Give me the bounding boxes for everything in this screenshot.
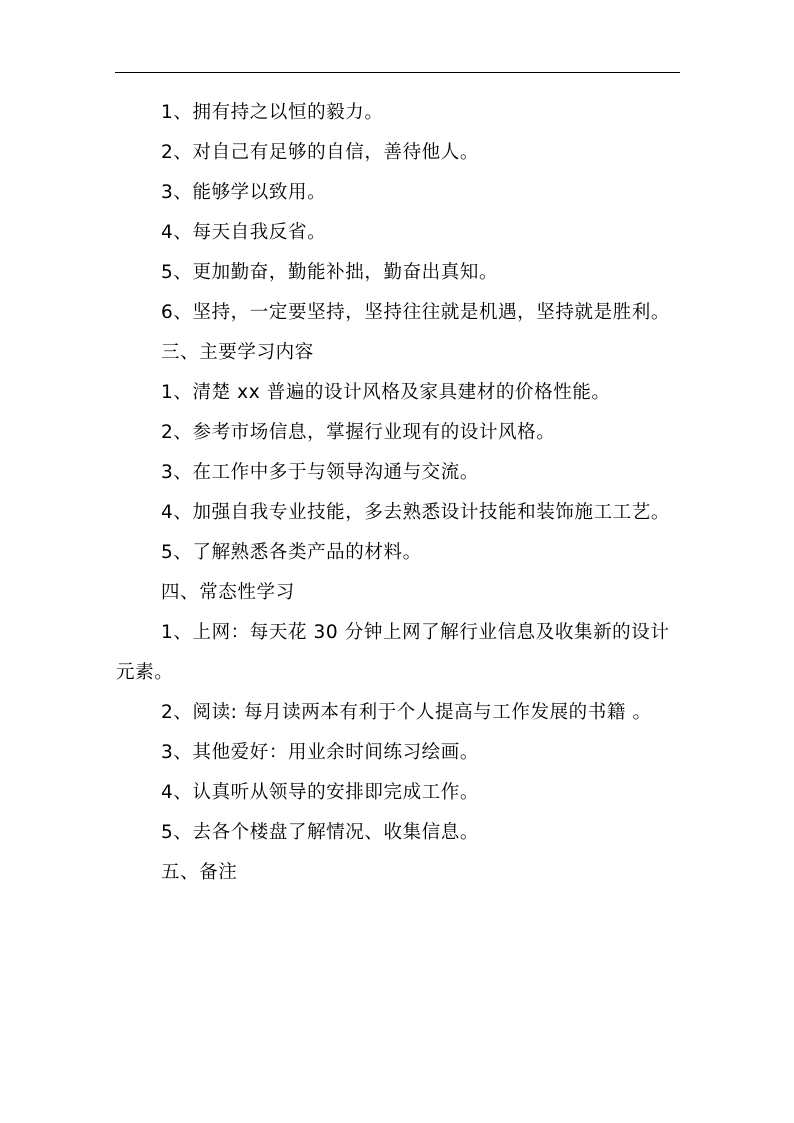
list-item-diligence: 5、更加勤奋，勤能补拙，勤奋出真知。 bbox=[161, 262, 499, 283]
list-item-site-visits: 5、去各个楼盘了解情况、收集信息。 bbox=[161, 822, 479, 843]
list-item-persistence: 6、坚持，一定要坚持，坚持往往就是机遇，坚持就是胜利。 bbox=[161, 302, 670, 323]
list-item-hobbies: 3、其他爱好：用业余时间练习绘画。 bbox=[161, 742, 479, 763]
list-item-materials: 5、了解熟悉各类产品的材料。 bbox=[161, 542, 422, 563]
list-item-reading: 2、阅读: 每月读两本有利于个人提高与工作发展的书籍 。 bbox=[161, 702, 652, 723]
list-item-follow-leadership: 4、认真听从领导的安排即完成工作。 bbox=[161, 782, 479, 803]
list-item-communication: 3、在工作中多于与领导沟通与交流。 bbox=[161, 462, 479, 483]
list-item-apply-learning: 3、能够学以致用。 bbox=[161, 182, 327, 203]
list-item-professional-skills: 4、加强自我专业技能，多去熟悉设计技能和装饰施工工艺。 bbox=[161, 502, 670, 523]
list-item-design-styles: 1、清楚 xx 普遍的设计风格及家具建材的价格性能。 bbox=[161, 382, 611, 403]
header-rule bbox=[115, 72, 680, 73]
list-item-market-info: 2、参考市场信息，掌握行业现有的设计风格。 bbox=[161, 422, 556, 443]
list-item-perseverance: 1、拥有持之以恒的毅力。 bbox=[161, 102, 384, 123]
list-item-confidence: 2、对自己有足够的自信，善待他人。 bbox=[161, 142, 479, 163]
section-heading-main-learning: 三、主要学习内容 bbox=[161, 342, 314, 363]
list-item-internet: 1、上网：每天花 30 分钟上网了解行业信息及收集新的设计元素。 bbox=[116, 622, 670, 683]
section-heading-notes: 五、备注 bbox=[161, 862, 238, 883]
list-item-self-reflection: 4、每天自我反省。 bbox=[161, 222, 327, 243]
section-heading-regular-learning: 四、常态性学习 bbox=[161, 582, 295, 603]
document-body bbox=[116, 93, 682, 893]
